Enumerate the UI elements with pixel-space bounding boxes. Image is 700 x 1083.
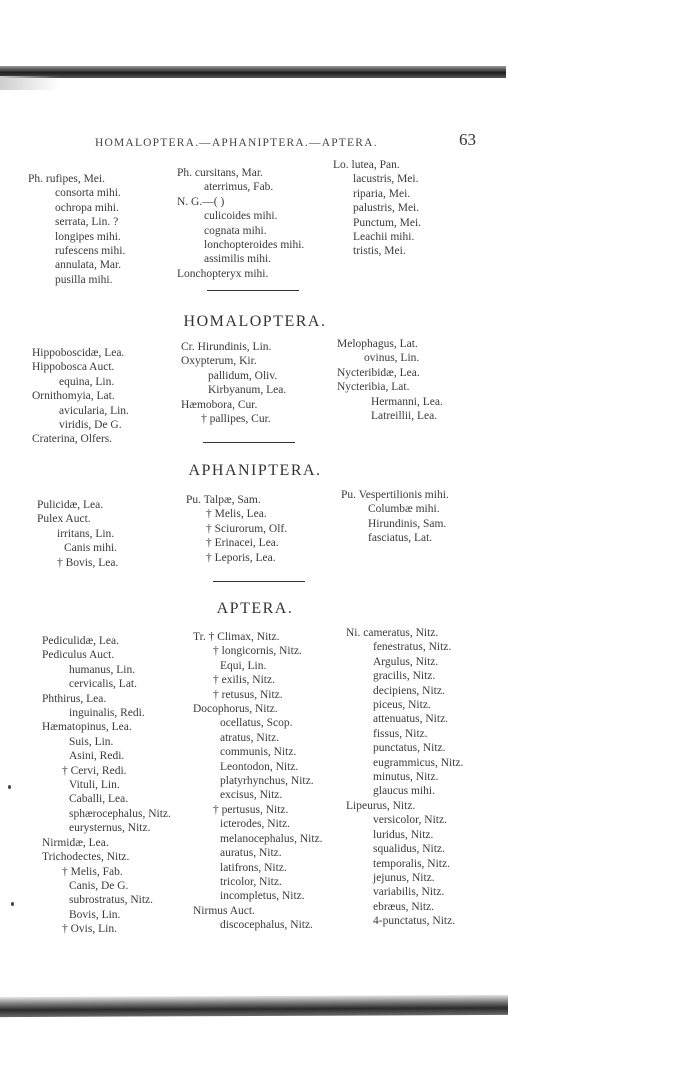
list-item: icterodes, Nitz. <box>220 818 290 831</box>
list-item: Equi, Lin. <box>220 659 267 672</box>
list-item: consorta mihi. <box>55 187 121 200</box>
list-item: Bovis, Lin. <box>69 908 121 921</box>
list-item: variabilis, Nitz. <box>373 886 445 899</box>
list-item: Punctum, Mei. <box>353 216 422 229</box>
list-item: Suis, Lin. <box>69 735 114 748</box>
aptera-col-2 <box>193 630 323 933</box>
list-item: Lo. lutea, Pan. <box>333 159 400 171</box>
list-item: melanocephalus, Nitz. <box>220 832 323 845</box>
list-item: Hermanni, Lea. <box>371 395 443 408</box>
list-item: Nycteribia, Lat. <box>337 381 410 394</box>
homaloptera-col-1 <box>32 346 129 447</box>
list-item: N. G.—( ) <box>177 195 225 208</box>
list-item: pusilla mihi. <box>55 273 113 286</box>
list-item: Vituli, Lin. <box>69 779 120 792</box>
list-item: † pallipes, Cur. <box>201 413 271 426</box>
list-item: Hippobosca Auct. <box>32 361 115 374</box>
list-item: Ph. cursitans, Mar. <box>177 167 263 179</box>
page-edge-shadow <box>0 76 60 90</box>
list-item: atratus, Nitz. <box>220 731 280 744</box>
aphaniptera-col-2 <box>186 493 287 565</box>
section-title-homaloptera: HOMALOPTERA. <box>183 313 327 330</box>
list-item: † Ovis, Lin. <box>62 923 117 936</box>
list-item: Melophagus, Lat. <box>337 338 418 350</box>
list-item: communis, Nitz. <box>220 746 297 759</box>
list-item: fasciatus, Lat. <box>368 532 433 545</box>
list-item: Ph. rufipes, Mei. <box>28 173 105 185</box>
list-item: † Bovis, Lea. <box>57 556 119 569</box>
list-item: subrostratus, Nitz. <box>69 894 154 907</box>
list-item: riparia, Mei. <box>353 187 411 200</box>
list-item: † exilis, Nitz. <box>213 674 275 687</box>
list-item: cervicalis, Lat. <box>69 678 138 691</box>
list-item: longipes mihi. <box>55 230 121 243</box>
page-number: 63 <box>459 130 476 149</box>
list-item: piceus, Nitz. <box>373 699 431 712</box>
list-item: Nirmidæ, Lea. <box>42 836 109 849</box>
list-item: † Cervi, Redi. <box>62 764 127 777</box>
list-item: Leachii mihi. <box>353 231 415 244</box>
top-col-1 <box>28 172 125 287</box>
list-item: Columbæ mihi. <box>368 503 440 516</box>
list-item: irritans, Lin. <box>57 527 115 540</box>
list-item: fissus, Nitz. <box>373 727 428 740</box>
list-item: palustris, Mei. <box>353 202 420 215</box>
list-item: lacustris, Mei. <box>353 173 419 186</box>
list-item: † retusus, Nitz. <box>213 688 283 701</box>
homaloptera-col-2 <box>181 340 286 426</box>
list-item: ovinus, Lin. <box>364 352 420 365</box>
list-item: Hæmobora, Cur. <box>181 398 258 411</box>
top-col-3 <box>333 158 421 259</box>
list-item: Asini, Redi. <box>69 750 125 763</box>
list-item: platyrhynchus, Nitz. <box>220 775 314 788</box>
aphaniptera-col-1 <box>37 498 118 570</box>
list-item: Craterina, Olfers. <box>32 433 113 446</box>
list-item: glaucus mihi. <box>373 785 435 798</box>
list-item: ebræus, Nitz. <box>373 900 435 913</box>
list-item: excisus, Nitz. <box>220 789 283 802</box>
list-item: tristis, Mei. <box>353 245 406 258</box>
list-item: equina, Lin. <box>59 375 115 388</box>
list-item: annulata, Mar. <box>55 259 122 272</box>
list-item: Latreillii, Lea. <box>371 410 438 423</box>
aptera-col-1 <box>42 634 171 937</box>
list-item: Caballi, Lea. <box>69 793 129 806</box>
list-item: Tr. † Climax, Nitz. <box>193 631 280 643</box>
list-item: tricolor, Nitz. <box>220 875 282 888</box>
list-item: Argulus, Nitz. <box>373 655 439 668</box>
list-item: Hippoboscidæ, Lea. <box>32 347 125 359</box>
list-item: latifrons, Nitz. <box>220 861 287 874</box>
list-item: incompletus, Nitz. <box>220 890 305 903</box>
list-item: Lonchopteryx mihi. <box>177 267 269 280</box>
list-item: gracilis, Nitz. <box>373 670 436 683</box>
list-item: Pediculidæ, Lea. <box>42 635 119 647</box>
list-item: discocephalus, Nitz. <box>220 919 313 932</box>
list-item: † Sciurorum, Olf. <box>206 522 288 535</box>
section-rule <box>203 442 295 443</box>
list-item: Leontodon, Nitz. <box>220 760 299 773</box>
list-item: punctatus, Nitz. <box>373 742 446 755</box>
list-item: Canis, De G. <box>69 879 129 892</box>
list-item: Hirundinis, Sam. <box>368 517 447 530</box>
list-item: lonchopteroides mihi. <box>204 239 305 252</box>
list-item: eugrammicus, Nitz. <box>373 756 464 769</box>
list-item: Hæmatopinus, Lea. <box>42 721 132 734</box>
list-item: assimilis mihi. <box>204 253 272 266</box>
list-item: serrata, Lin. ? <box>55 216 119 229</box>
list-item: † Melis, Lea. <box>206 508 267 521</box>
list-item: Pulex Auct. <box>37 513 91 526</box>
list-item: † Leporis, Lea. <box>206 551 276 564</box>
list-item: Kirbyanum, Lea. <box>208 384 287 397</box>
list-item: † Erinacei, Lea. <box>206 537 279 550</box>
homaloptera-col-3 <box>337 337 443 423</box>
top-col-2 <box>177 166 304 281</box>
list-item: Pediculus Auct. <box>42 649 115 662</box>
list-item: † longicornis, Nitz. <box>213 645 302 658</box>
list-item: Lipeurus, Nitz. <box>346 799 416 812</box>
list-item: cognata mihi. <box>204 224 267 237</box>
list-item: ochropa mihi. <box>55 201 119 214</box>
list-item: Ni. cameratus, Nitz. <box>346 627 439 639</box>
list-item: Trichodectes, Nitz. <box>42 851 130 864</box>
margin-speck <box>11 902 14 906</box>
list-item: attenuatus, Nitz. <box>373 713 449 726</box>
list-item: Pulicidæ, Lea. <box>37 499 104 511</box>
list-item: Phthirus, Lea. <box>42 692 107 705</box>
list-item: squalidus, Nitz. <box>373 843 445 856</box>
list-item: † pertusus, Nitz. <box>213 803 289 816</box>
list-item: Oxypterum, Kir. <box>181 355 257 368</box>
page-edge-bottom <box>0 995 508 1017</box>
list-item: sphærocephalus, Nitz. <box>69 807 171 820</box>
page-edge-top <box>0 66 506 78</box>
aptera-col-3 <box>346 626 463 929</box>
list-item: auratus, Nitz. <box>220 847 282 860</box>
list-item: Pu. Vespertilionis mihi. <box>341 489 449 501</box>
list-item: Nirmus Auct. <box>193 904 255 917</box>
list-item: pallidum, Oliv. <box>208 369 278 382</box>
list-item: temporalis, Nitz. <box>373 857 450 870</box>
aphaniptera-col-3 <box>341 488 449 546</box>
section-title-aptera: APTERA. <box>216 600 294 617</box>
list-item: Nycteribidæ, Lea. <box>337 366 420 379</box>
list-item: 4-punctatus, Nitz. <box>373 915 456 928</box>
running-head: HOMALOPTERA.—APHANIPTERA.—APTERA. <box>95 137 378 149</box>
list-item: minutus, Nitz. <box>373 771 439 784</box>
list-item: Canis mihi. <box>64 542 118 555</box>
list-item: luridus, Nitz. <box>373 828 434 841</box>
list-item: versicolor, Nitz. <box>373 814 447 827</box>
section-title-aphaniptera: APHANIPTERA. <box>188 462 322 479</box>
list-item: Pu. Talpæ, Sam. <box>186 494 261 506</box>
list-item: viridis, De G. <box>59 419 122 432</box>
list-item: Docophorus, Nitz. <box>193 703 278 716</box>
list-item: rufescens mihi. <box>55 245 126 258</box>
list-item: eurysternus, Nitz. <box>69 822 151 835</box>
margin-speck <box>8 785 11 789</box>
list-item: inguinalis, Redi. <box>69 707 145 720</box>
list-item: decipiens, Nitz. <box>373 684 445 697</box>
list-item: † Melis, Fab. <box>62 865 123 878</box>
list-item: ocellatus, Scop. <box>220 717 293 730</box>
list-item: fenestratus, Nitz. <box>373 641 452 654</box>
list-item: culicoides mihi. <box>204 210 278 223</box>
list-item: jejunus, Nitz. <box>373 871 435 884</box>
list-item: humanus, Lin. <box>69 663 136 676</box>
section-rule <box>213 581 305 582</box>
list-item: aterrimus, Fab. <box>204 181 274 194</box>
list-item: Ornithomyia, Lat. <box>32 390 115 403</box>
list-item: Cr. Hirundinis, Lin. <box>181 341 272 353</box>
list-item: avicularia, Lin. <box>59 404 129 417</box>
section-rule <box>207 290 299 291</box>
